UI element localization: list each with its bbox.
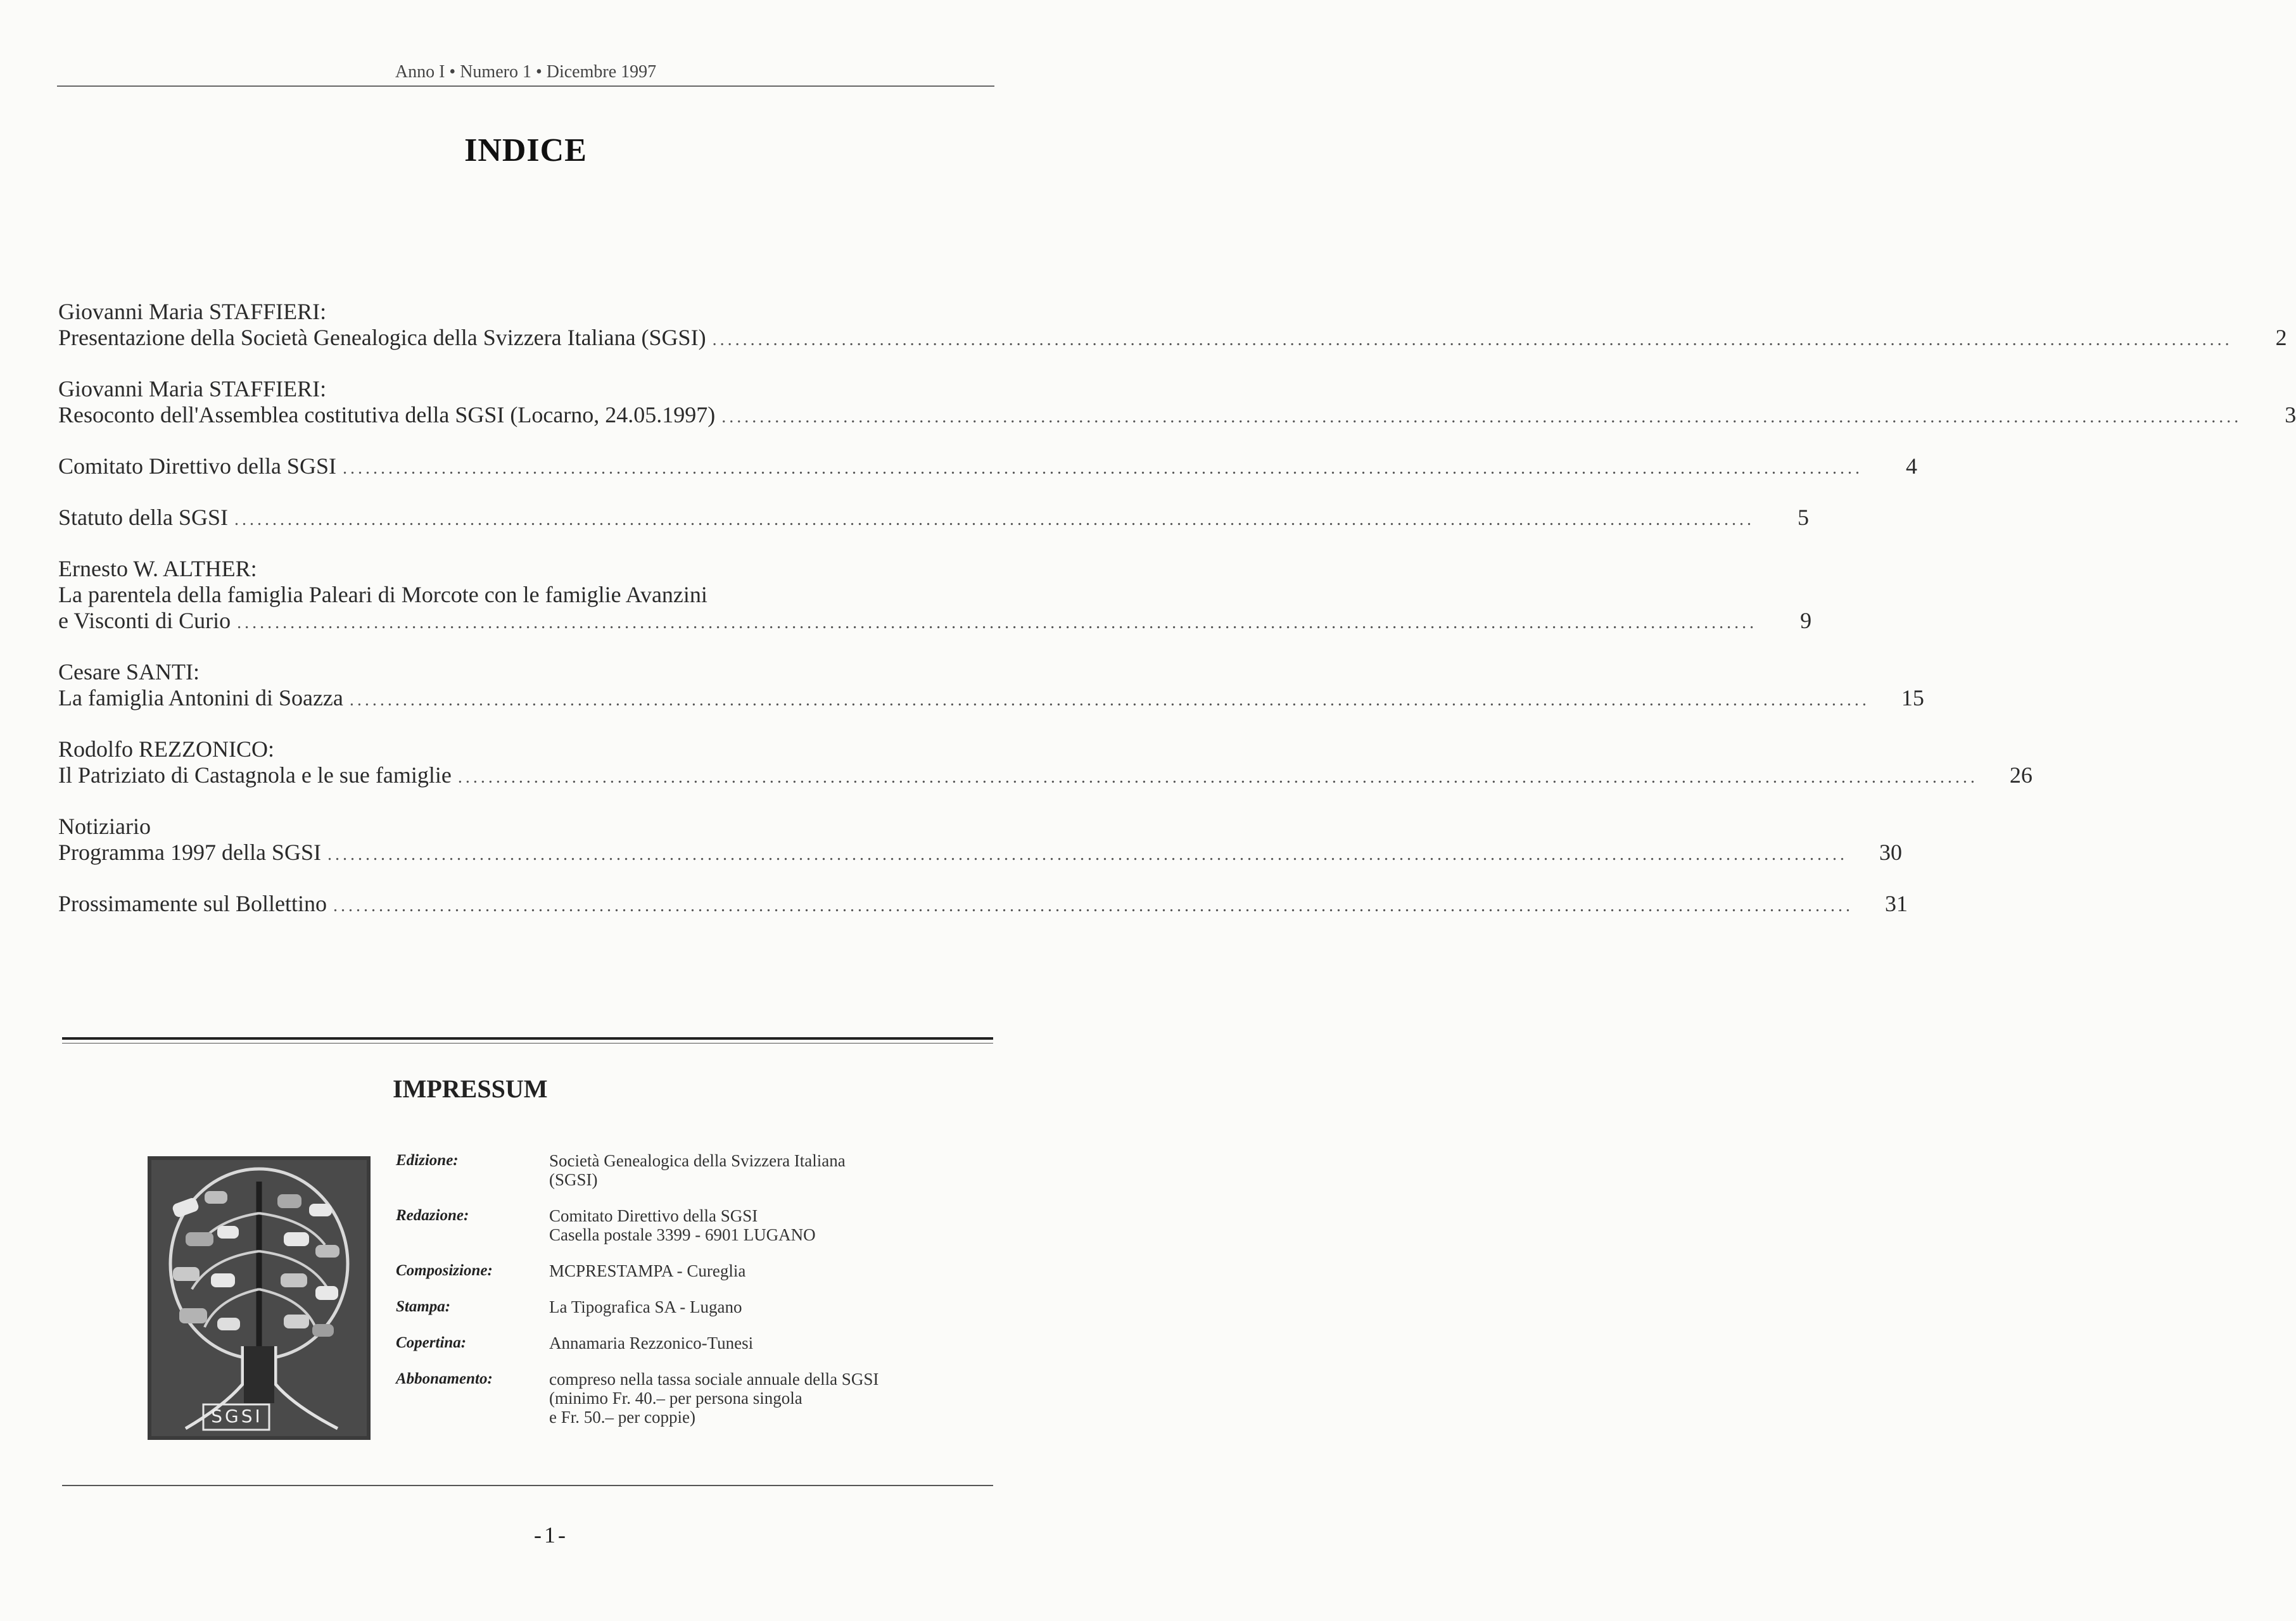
footer-rule <box>62 1485 993 1486</box>
toc-entry <box>58 299 2287 353</box>
impressum-value-line: (minimo Fr. 40.– per persona singola <box>549 1389 802 1408</box>
impressum-row <box>396 1297 998 1316</box>
impressum-row <box>396 1334 998 1353</box>
toc-entry <box>58 376 2296 430</box>
toc-page-number: 9 <box>1800 608 1812 633</box>
toc-title-line <box>58 608 1812 636</box>
impressum-value-line: Annamaria Rezzonico-Tunesi <box>549 1334 754 1353</box>
toc-entry <box>58 453 1917 481</box>
toc-title: Comitato Direttivo della SGSI <box>58 453 336 479</box>
toc-line: Rodolfo REZZONICO: <box>58 736 274 762</box>
dot-leader: ........................................................................................................................................................................................................ <box>234 510 1754 529</box>
toc-title: e Visconti di Curio <box>58 608 231 633</box>
impressum-value-line: Casella postale 3399 - 6901 LUGANO <box>549 1225 816 1244</box>
impressum-table <box>396 1151 998 1444</box>
impressum-row <box>396 1261 998 1280</box>
impressum-row <box>396 1206 998 1244</box>
toc-title-line <box>58 840 1902 867</box>
impressum-value <box>549 1206 998 1244</box>
toc-title-line <box>58 505 1809 533</box>
toc-title: La famiglia Antonini di Soazza <box>58 685 343 710</box>
impressum-value-line: La Tipografica SA - Lugano <box>549 1297 742 1316</box>
toc-title-line <box>58 453 1917 481</box>
toc-page-number: 30 <box>1879 840 1902 865</box>
dot-leader: ........................................................................................................................................................................................................ <box>457 767 1978 787</box>
dot-leader: ........................................................................................................................................................................................................ <box>333 896 1853 916</box>
impressum-label: Copertina: <box>396 1334 467 1351</box>
impressum-label: Edizione: <box>396 1152 459 1169</box>
impressum-row <box>396 1151 998 1189</box>
toc-title: Programma 1997 della SGSI <box>58 840 321 865</box>
impressum-value <box>549 1151 998 1189</box>
impressum-label: Redazione: <box>396 1207 469 1224</box>
toc-line: Notiziario <box>58 814 151 839</box>
page-number: -1- <box>534 1522 568 1548</box>
impressum-value-line: (SGSI) <box>549 1170 598 1189</box>
toc-entry <box>58 505 1809 533</box>
dot-leader: ........................................................................................................................................................................................................ <box>349 690 1870 710</box>
tree-artwork-image <box>148 1156 371 1440</box>
impressum-value-line: e Fr. 50.– per coppie) <box>549 1408 695 1427</box>
toc-entry <box>58 814 1902 867</box>
impressum-label: Abbonamento: <box>396 1370 493 1387</box>
dot-leader: ........................................................................................................................................................................................................ <box>237 613 1758 633</box>
cover-logo-text: SGSI <box>211 1406 263 1427</box>
toc-line: Giovanni Maria STAFFIERI: <box>58 299 327 324</box>
toc-title: Resoconto dell'Assemblea costitutiva della SGSI (Locarno, 24.05.1997) <box>58 402 716 427</box>
table-of-contents <box>58 299 2296 942</box>
header-rule <box>57 85 994 87</box>
toc-title-line <box>58 891 1908 919</box>
toc-entry <box>58 891 1908 919</box>
impressum-value <box>549 1297 998 1316</box>
toc-page-number: 4 <box>1905 453 1917 479</box>
toc-entry <box>58 736 2033 790</box>
cover-illustration <box>148 1156 371 1440</box>
toc-title-line <box>58 685 1924 713</box>
toc-line: Ernesto W. ALTHER: <box>58 556 257 581</box>
toc-title: Prossimamente sul Bollettino <box>58 891 327 916</box>
toc-line: La parentela della famiglia Paleari di Morcote con le famiglie Avanzini <box>58 582 707 607</box>
toc-title-line <box>58 402 2296 430</box>
impressum-value <box>549 1334 998 1353</box>
impressum-value <box>549 1370 998 1427</box>
impressum-value <box>549 1261 998 1280</box>
dot-leader: ........................................................................................................................................................................................................ <box>327 845 1848 864</box>
impressum-title: IMPRESSUM <box>393 1075 548 1103</box>
toc-title: Il Patriziato di Castagnola e le sue famiglie <box>58 762 452 788</box>
impressum-label: Composizione: <box>396 1262 493 1279</box>
toc-page-number: 2 <box>2275 325 2287 350</box>
toc-title-line <box>58 325 2287 353</box>
toc-title: Presentazione della Società Genealogica della Svizzera Italiana (SGSI) <box>58 325 706 350</box>
toc-title-line <box>58 762 2033 790</box>
impressum-value-line: Comitato Direttivo della SGSI <box>549 1206 758 1225</box>
page-title: INDICE <box>464 132 587 168</box>
section-divider <box>62 1037 993 1044</box>
toc-title: Statuto della SGSI <box>58 505 228 530</box>
toc-line: Giovanni Maria STAFFIERI: <box>58 376 327 401</box>
toc-page-number: 26 <box>2009 762 2033 788</box>
toc-page-number: 15 <box>1901 685 1924 710</box>
impressum-value-line: MCPRESTAMPA - Cureglia <box>549 1261 746 1280</box>
toc-line: Cesare SANTI: <box>58 659 200 684</box>
impressum-row <box>396 1370 998 1427</box>
toc-entry <box>58 659 1924 713</box>
dot-leader: ........................................................................................................................................................................................................ <box>721 407 2242 427</box>
toc-page-number: 3 <box>2285 402 2296 427</box>
impressum-label: Stampa: <box>396 1298 451 1315</box>
dot-leader: ........................................................................................................................................................................................................ <box>712 330 2233 350</box>
running-header: Anno I • Numero 1 • Dicembre 1997 <box>395 62 657 82</box>
dot-leader: ........................................................................................................................................................................................................ <box>342 458 1863 478</box>
toc-page-number: 31 <box>1884 891 1908 916</box>
toc-page-number: 5 <box>1798 505 1809 530</box>
impressum-value-line: compreso nella tassa sociale annuale della SGSI <box>549 1370 879 1389</box>
impressum-value-line: Società Genealogica della Svizzera Italiana <box>549 1151 846 1170</box>
toc-entry <box>58 556 1812 636</box>
